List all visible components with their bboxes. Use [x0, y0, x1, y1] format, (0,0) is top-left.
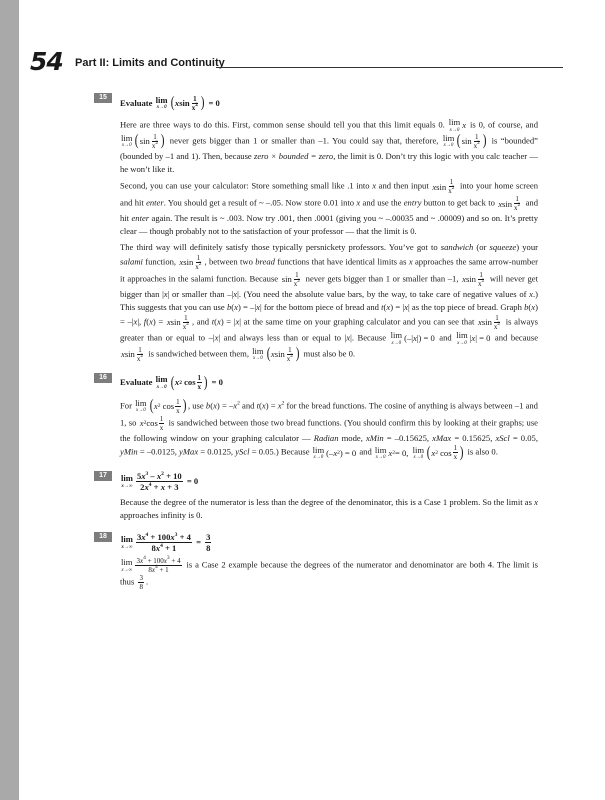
- problem-statement: lim x→∞ $\frac{3x^4 + 100x^3 + 4}{8x^4 + 1}$ = $\frac{3}{8}$: [121, 531, 211, 553]
- limit-expression: lim x→∞ $\frac{5x^3 - x^2 + 10}{2x^4 + x + 3}$: [121, 470, 182, 492]
- problem-18-paragraph-1: lim x→∞ $\frac{3x^4 + 100x^3 + 4}{8x^4 + 1}$ is a Case 2 example because the degrees of the numerator and denominator are both 4. The limit is thus $\frac{3}{8}$ .: [120, 555, 538, 592]
- limit-expression: lim x→0 ( x sin $\frac{1}{x^2}$ ): [155, 94, 205, 112]
- problem-number: 17: [94, 471, 112, 481]
- problem-17: [99, 470, 538, 522]
- page-header: [30, 48, 540, 78]
- problem-number: 15: [94, 93, 112, 103]
- part-title: Part II: Limits and Continuity: [75, 57, 225, 69]
- problem-statement: Evaluate lim x→0 ( x sin $\frac{1}{x^2}$ ) = 0: [120, 94, 220, 112]
- problem-16: [99, 372, 538, 462]
- page-number: 54: [30, 47, 63, 76]
- page-gutter: [0, 0, 19, 800]
- problem-statement: lim x→∞ $\frac{5x^3 - x^2 + 10}{2x^4 + x + 3}$ = 0: [121, 470, 199, 492]
- problem-17-paragraph-1: Because the degree of the numerator is less than the degree of the denominator, this is a Case 1 problem. So the limit as x approaches infinity is 0.: [120, 497, 538, 521]
- problem-15-paragraph-3: The third way will definitely satisfy those typically persnickety professors. You’ve got to sandwich (or squeeze) your salami function, x sin $\frac{1}{x^2}$ , between two bread functions that have identical limits as x approaches the same arrow-number it approaches in the salami function. Because sin $\frac{1}{x^2}$ never gets bigger than 1 or smaller than –1, x sin $\frac{1}{x^2}$ will never get bigger than |x| or smaller than –|x|. (You need the absolute value bars, by the way, to take care of negative values of x.) This suggests that you can use b(x) = –|x| for the bottom piece of bread and t(x) = |x| as the top piece of bread. Graph b(x) = –|x|, f(x) = x sin $\frac{1}{x^2}$ , and t(x) = |x| at the same time on your graphing calculator and you can see that x sin $\frac{1}{x^2}$ is always greater than or equal to –|x| and always less than or equal to |x|. Because lim x→0 (–| x |) = 0 and lim x→0 | x | = 0 and because x sin $\frac{1}{x^2}$ is sandwiched between them, lim x→0 ( x sin $\frac{1}{x^2}$ ) must also be 0.: [120, 242, 539, 363]
- page-content: [99, 92, 539, 594]
- problem-number: 18: [94, 532, 112, 542]
- problem-18: [99, 531, 538, 592]
- limit-expression: lim x→∞ $\frac{3x^4 + 100x^3 + 4}{8x^4 + 1}$: [121, 531, 191, 553]
- limit-expression: lim x→0 ( x 2 cos $\frac{1}{x}$ ): [155, 373, 208, 392]
- problem-statement: Evaluate lim x→0 ( x 2 cos $\frac{1}{x}$ ) = 0: [120, 373, 223, 392]
- header-rule: [216, 67, 563, 68]
- problem-18-answer: $\frac{3}{8}$: [206, 531, 211, 553]
- problem-15-paragraph-1: Here are three ways to do this. First, common sense should tell you that this limit equals 0. lim x→0 x is 0, of course, and lim x→0 ( sin $\frac{1}{x^2}$ ) never gets bigger than 1 or smaller than –1. You could say that, therefore, lim x→0 ( sin $\frac{1}{x^2}$ ) is “bounded” (bounded by –1 and 1). Then, because zero × bounded = zero, the limit is 0. Don’t try this logic with you calc teacher — he won’t like it.: [120, 117, 539, 174]
- problem-15-paragraph-2: Second, you can use your calculator: Store something small like .1 into x and then input x sin $\frac{1}{x^2}$ into your home screen and hit enter. You should get a result of ~ –.05. Now store 0.01 into x and use the entry button to get back to x sin $\frac{1}{x^2}$ and hit enter again. The result is ~ .003. Now try .001, then .0001 (giving you ~ –.00035 and ~ .00009) and so on. It’s pretty clear — though probably not to the satisfaction of your professor — that the limit is 0.: [120, 178, 539, 237]
- problem-number: 16: [94, 373, 112, 383]
- problem-16-paragraph-1: For lim x→0 ( x 2 cos $\frac{1}{x}$ ) , use $b(x) = -x^2$ and $t(x) = x^2$ for the bread functions. The cosine of anything is always between –1 and 1, so x 2 cos $\frac{1}{x}$ is sandwiched between those two bread functions. (You should confirm this by looking at their graphs; use the following window on your graphing calculator — Radian mode, xMin = –0.15625, xMax = 0.15625, xScl = 0.05, yMin = –0.0125, yMax = 0.0125, yScl = 0.05.) Because lim x→0 (– x 2 ) = 0 and lim x→0 x 2 = 0, lim x→0 ( x 2 cos $\frac{1}{x}$ ) is also 0.: [120, 397, 538, 462]
- problem-15: [99, 92, 539, 363]
